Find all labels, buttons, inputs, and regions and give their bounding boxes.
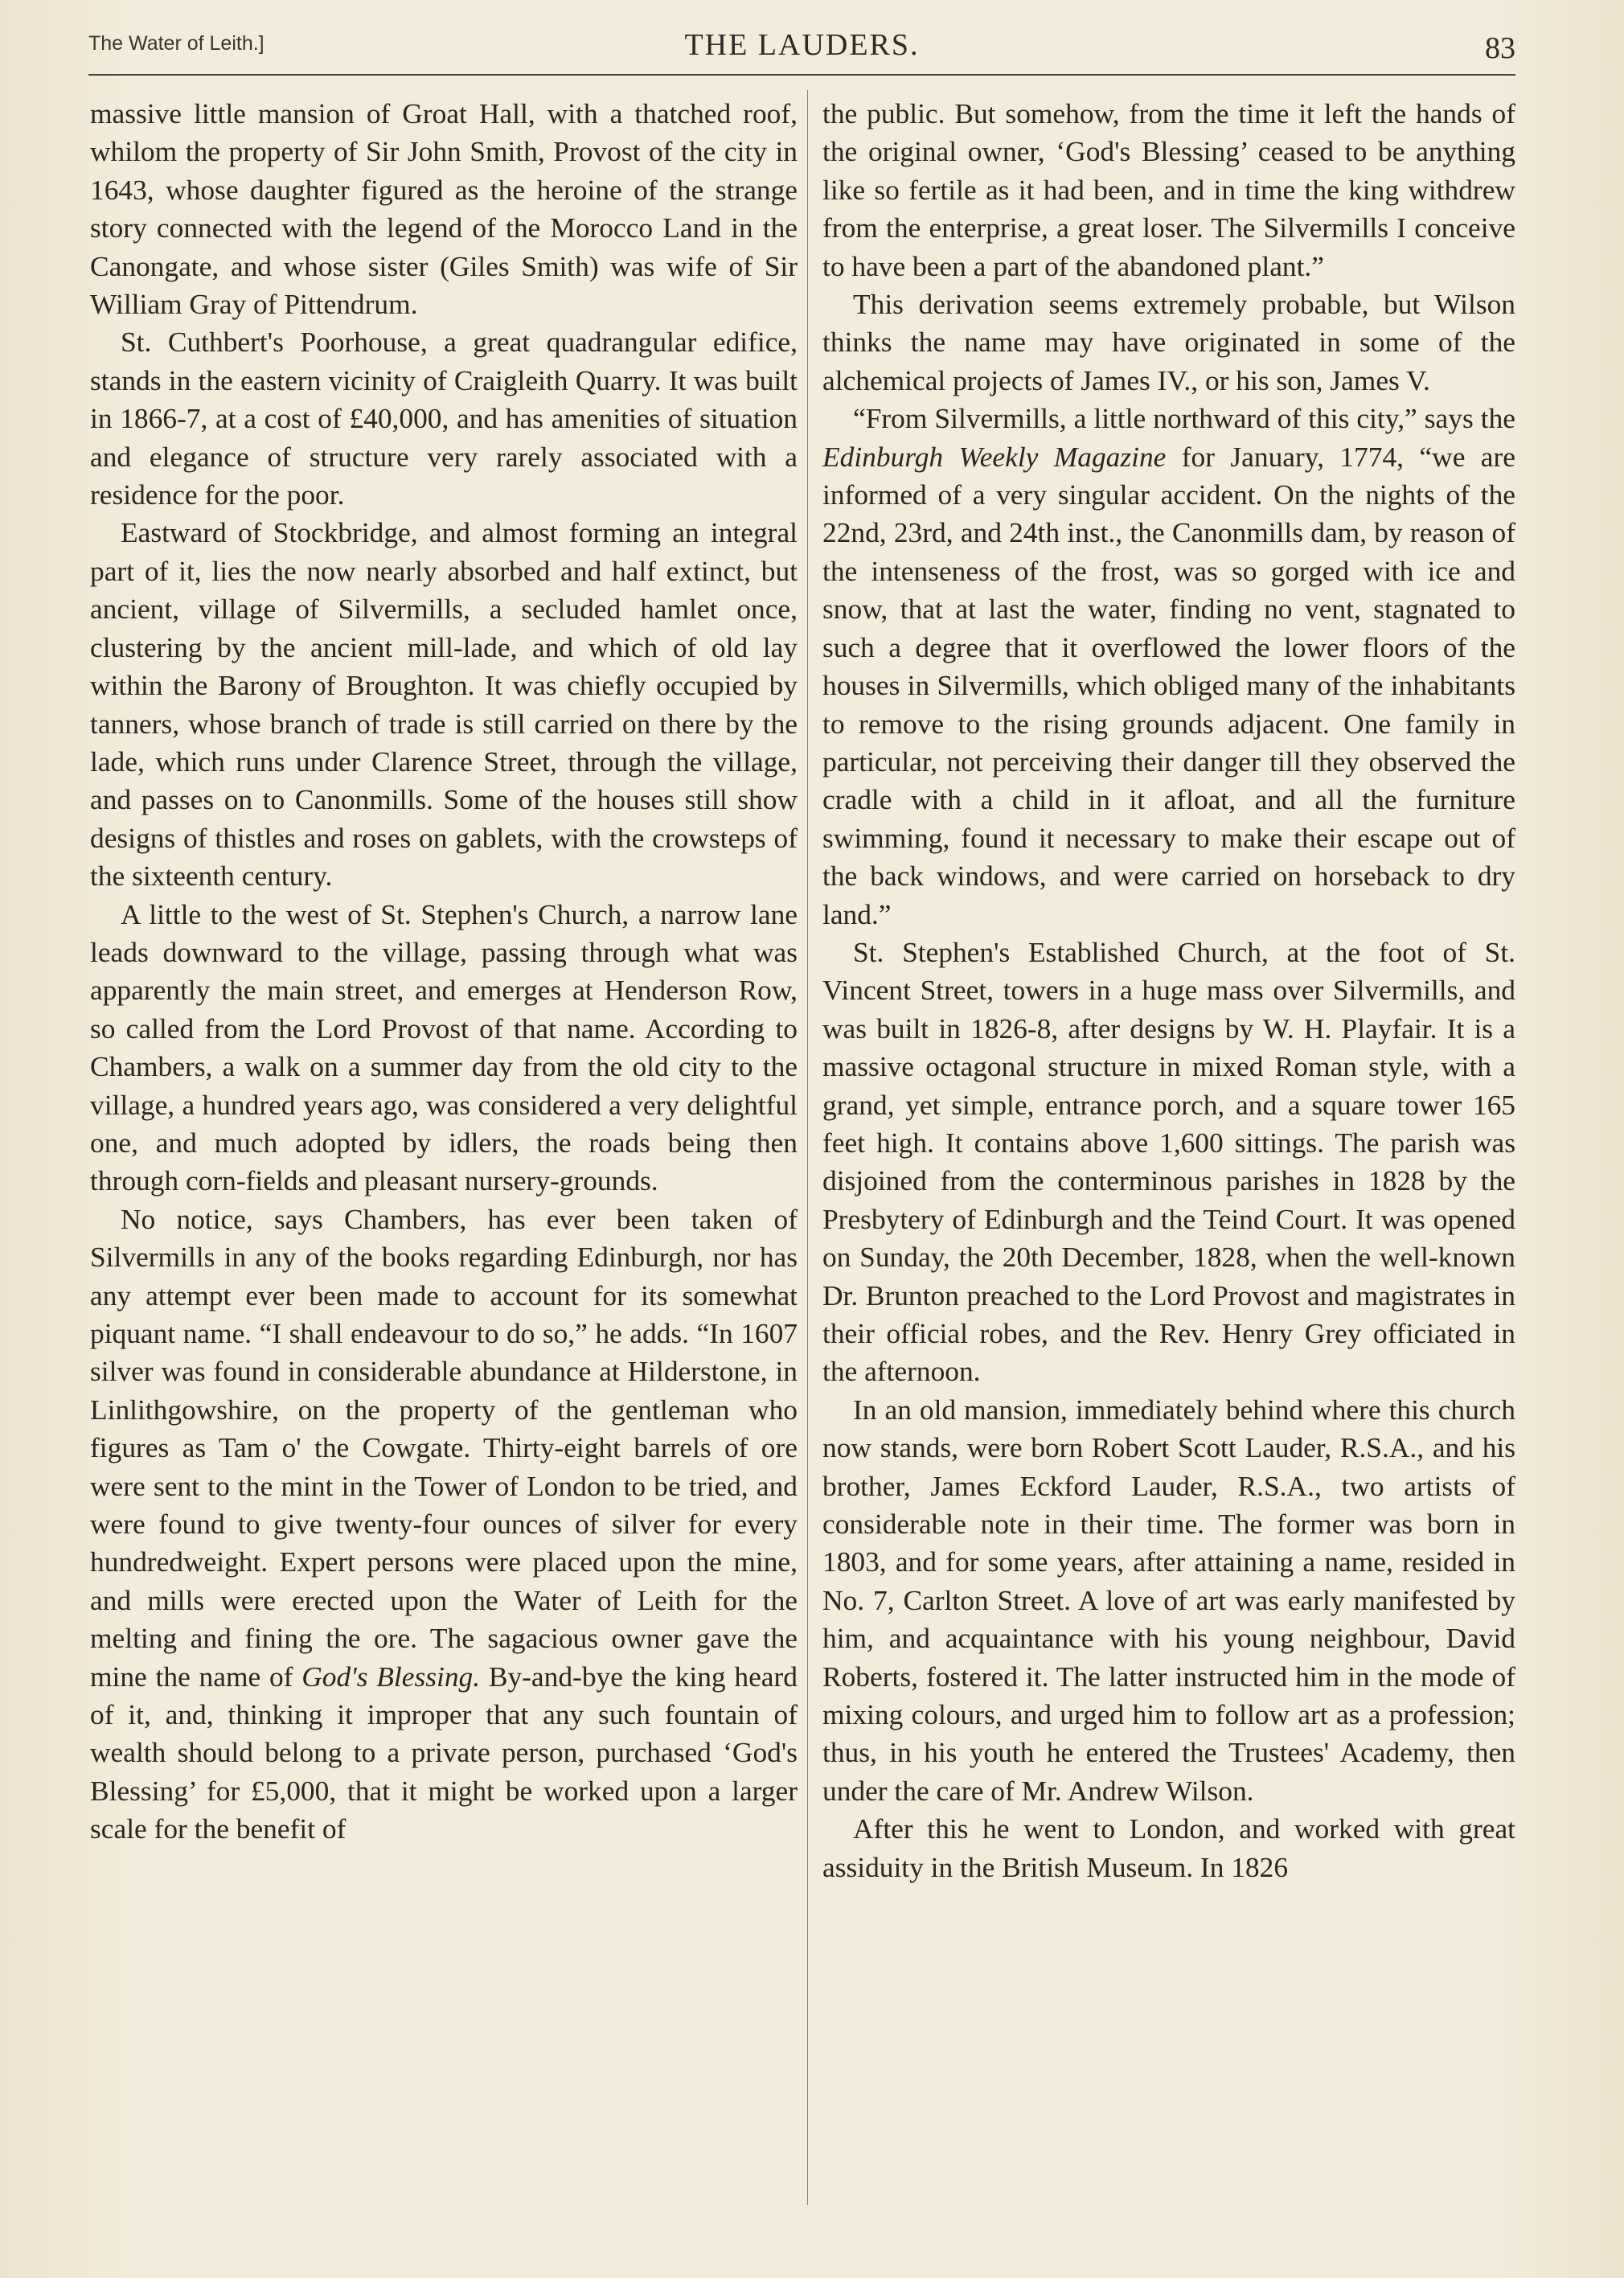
page-header <box>88 23 1515 71</box>
paragraph-text: By-and-bye the king heard of it, and, thinking it improper that any such fountain of wealth should belong to a private person, purchased ‘God's Blessing’ for £5,000, that it might be worked upon a larger scale for the benefit of <box>90 1660 798 1845</box>
paragraph-with-quote <box>90 1201 798 1849</box>
paragraph: the public. But somehow, from the time it left the hands of the original owner, ‘God's Blessing’ ceased to be anything like so fertile as it had been, and in time the king withdrew from the enterprise, a great loser. The Silvermills I conceive to have been a part of the abandoned plant.” <box>822 97 1515 282</box>
italic-magazine-title: Edinburgh Weekly Magazine <box>822 440 1167 473</box>
paragraph: Eastward of Stockbridge, and almost forming an integral part of it, lies the now nearly absorbed and half extinct, but ancient, village of Silvermills, a secluded hamlet once, clustering by the ancient mill-lade, and which of old lay within the Barony of Broughton. It was chiefly occupied by tanners, whose branch of trade is still carried on there by the lade, which runs under Clarence Street, through the village, and passes on to Canonmills. Some of the houses still show designs of thistles and roses on gablets, with the crowsteps of the sixteenth century. <box>90 516 798 893</box>
page-number: 83 <box>1485 31 1515 65</box>
paragraph-text: No notice, says Chambers, has ever been taken of Silvermills in any of the books regarding Edinburgh, nor has any attempt ever been made to account for its somewhat piquant name. “I shall endeavour to do so,” he adds. “In 1607 silver was found in considerable abundance at Hilderstone, in Linlithgowshire, on the property of the gentleman who figures as Tam o' the Cowgate. Thirty-eight barrels of ore were sent to the mint in the Tower of London to be tried, and were found to give twenty-four ounces of silver for every hundredweight. Expert persons were placed upon the mine, and mills were erected upon the Water of Leith for the melting and fining the ore. The sagacious owner gave the mine the name of <box>90 1202 798 1693</box>
paragraph: massive little mansion of Groat Hall, with a thatched roof, whilom the property of Sir John Smith, Provost of the city in 1643, whose daughter figured as the heroine of the strange story connected with the legend of the Morocco Land in the Canongate, and whose sister (Giles Smith) was wife of Sir William Gray of Pittendrum. <box>90 97 798 321</box>
page-title: THE LAUDERS. <box>684 28 920 62</box>
italic-mine-name: God's Blessing. <box>301 1660 481 1693</box>
right-column <box>822 95 1515 1886</box>
paragraph: A little to the west of St. Stephen's Church, a narrow lane leads downward to the village, passing through what was apparently the main street, and emerges at Henderson Row, so called from the Lord Provost of that name. According to Chambers, a walk on a summer day from the old city to the village, a hundred years ago, was considered a very delightful one, and much adopted by idlers, the roads being then through corn-fields and pleasant nursery-grounds. <box>90 897 798 1197</box>
column-divider <box>807 90 808 2205</box>
paragraph: This derivation seems extremely probable, but Wilson thinks the name may have originated in some of the alchemical projects of James IV., or his son, James V. <box>822 288 1515 396</box>
paragraph-text: “From Silvermills, a little northward of this city,” says the <box>853 402 1515 435</box>
paragraph: St. Stephen's Established Church, at the foot of St. Vincent Street, towers in a huge mass over Silvermills, and was built in 1826-8, after designs by W. H. Playfair. It is a massive octagonal structure in mixed Roman style, with a grand, yet simple, entrance porch, and a square tower 165 feet high. It contains above 1,600 sittings. The parish was disjoined from the conterminous parishes in 1828 by the Presbytery of Edinburgh and the Teind Court. It was opened on Sunday, the 20th December, 1828, when the well-known Dr. Brunton preached to the Lord Provost and magistrates in their official robes, and the Rev. Henry Grey officiated in the afternoon. <box>822 935 1515 1388</box>
paragraph-text: for January, 1774, “we are informed of a very singular accident. On the nights of the 22nd, 23rd, and 24th inst., the Canonmills dam, by reason of the intenseness of the frost, was so gorged with ice and snow, that at last the water, finding no vent, stagnated to such a degree that it overflowed the lower floors of the houses in Silvermills, which obliged many of the inhabitants to remove to the rising grounds adjacent. One family in particular, not perceiving their danger till they observed the cradle with a child in it afloat, and all the furniture swimming, found it necessary to make their escape out of the back windows, and were carried on horseback to dry land.” <box>822 440 1515 930</box>
left-column <box>90 95 798 1849</box>
paragraph-with-citation <box>822 400 1515 934</box>
header-rule <box>88 74 1515 76</box>
paragraph: In an old mansion, immediately behind where this church now stands, were born Robert Scott Lauder, R.S.A., and his brother, James Eckford Lauder, R.S.A., two artists of considerable note in their time. The former was born in 1803, and for some years, after attaining a name, resided in No. 7, Carlton Street. A love of art was early manifested by him, and acquaintance with his young neighbour, David Roberts, fostered it. The latter instructed him in the mode of mixing colours, and urged him to follow art as a profession; thus, in his youth he entered the Trustees' Academy, then under the care of Mr. Andrew Wilson. <box>822 1393 1515 1807</box>
paragraph: St. Cuthbert's Poorhouse, a great quadrangular edifice, stands in the eastern vicinity of Craigleith Quarry. It was built in 1866-7, at a cost of £40,000, and has amenities of situation and elegance of structure very rarely associated with a residence for the poor. <box>90 326 798 511</box>
paragraph: After this he went to London, and worked with great assiduity in the British Museum. In 1826 <box>822 1812 1515 1883</box>
running-head: The Water of Leith.] <box>88 32 265 55</box>
